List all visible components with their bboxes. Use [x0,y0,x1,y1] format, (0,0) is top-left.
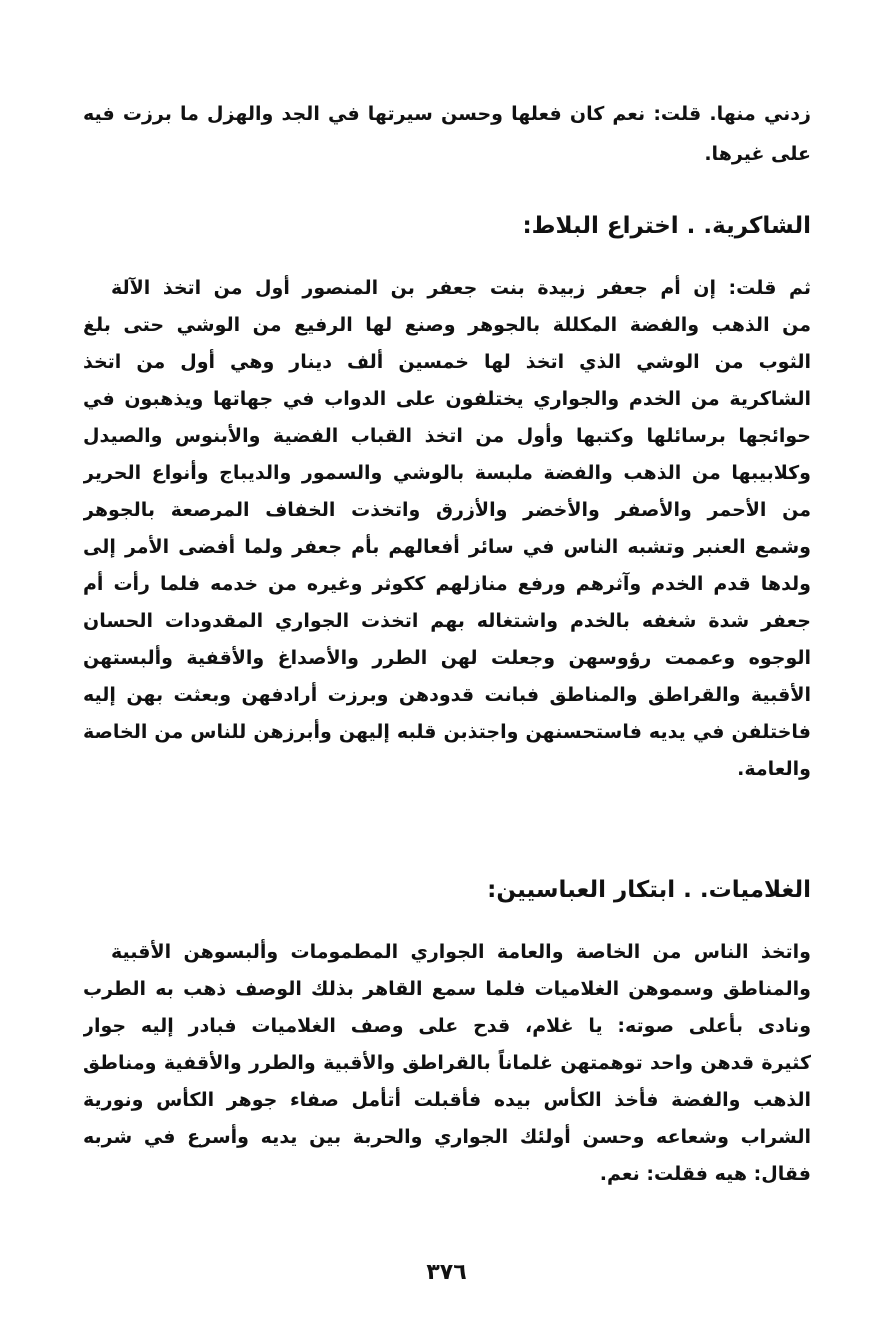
page-number: ٣٧٦ [426,1260,467,1285]
text-line: واتخذ الناس من الخاصة والعامة الجواري المطمومات وألبسوهن الأقبية [111,941,811,963]
text-line: زدني منها. قلت: نعم كان فعلها وحسن سيرتها في الجد والهزل ما برزت فيه [83,103,811,125]
text-line: كثيرة قدهن واحد توهمتهن غلماناً بالقراطق والأقبية والطرر والأقفية ومناطق [83,1052,811,1074]
text-line: حوائجها برسائلها وكتبها وأول من اتخذ القباب الفضية والأبنوس والصيدل [83,425,811,447]
text-line: والمناطق وسموهن الغلاميات فلما سمع القاهر بذلك الوصف ذهب به الطرب [83,978,811,1000]
text-line: الشراب وشعاعه وحسن أولئك الجواري والحربة بين يديه وأسرع في شربه [83,1126,811,1148]
text-line: الشاكرية من الخدم والجواري يختلفون على الدواب في جهاتها ويذهبون في [83,388,811,410]
text-line: والعامة. [737,758,811,780]
text-line: ولدها قدم الخدم وآثرهم ورفع منازلهم ككوثر وغيره من خدمه فلما رأت أم [83,573,811,595]
text-line: من الذهب والفضة المكللة بالجوهر وصنع لها الرفيع من الوشي حتى بلغ [83,314,811,336]
text-line: ثم قلت: إن أم جعفر زبيدة بنت جعفر بن المنصور أول من اتخذ الآلة [111,277,811,299]
section-heading-ghulamiyat: الغلاميات. . ابتكار العباسيين: [487,877,811,903]
text-line: الذهب والفضة فأخذ الكأس بيده فأقبلت أتأمل صفاء جوهر الكأس ونورية [83,1089,811,1111]
text-line: جعفر شدة شغفه بالخدم واشتغاله بهم اتخذت الجواري المقدودات الحسان [83,610,811,632]
text-line: ونادى بأعلى صوته: يا غلام، قدح على وصف الغلاميات فبادر إليه جوار [83,1015,811,1037]
text-line: على غيرها. [704,143,811,165]
text-line: وكلابيبها من الذهب والفضة ملبسة بالوشي والسمور والديباج وأنواع الحرير [83,462,811,484]
text-line: الوجوه وعممت رؤوسهن وجعلت لهن الطرر والأصداغ والأقفية وألبستهن [83,647,811,669]
text-line: فاختلفن في يديه فاستحسنهن واجتذبن قلبه إليهن وأبرزهن للناس من الخاصة [83,721,811,743]
text-line: من الأحمر والأصفر والأخضر والأزرق واتخذت الخفاف المرصعة بالجوهر [83,499,811,521]
text-line: الأقبية والقراطق والمناطق فبانت قدودهن وبرزت أرادفهن وبعثت بهن إليه [83,684,811,706]
text-line: الثوب من الوشي الذي اتخذ لها خمسين ألف دينار وهي أول من اتخذ [83,351,811,373]
text-line: وشمع العنبر وتشبه الناس في سائر أفعالهم بأم جعفر ولما أفضى الأمر إلى [83,536,811,558]
section-heading-shakiriya: الشاكرية. . اختراع البلاط: [522,213,811,239]
text-line: فقال: هيه فقلت: نعم. [599,1163,811,1185]
